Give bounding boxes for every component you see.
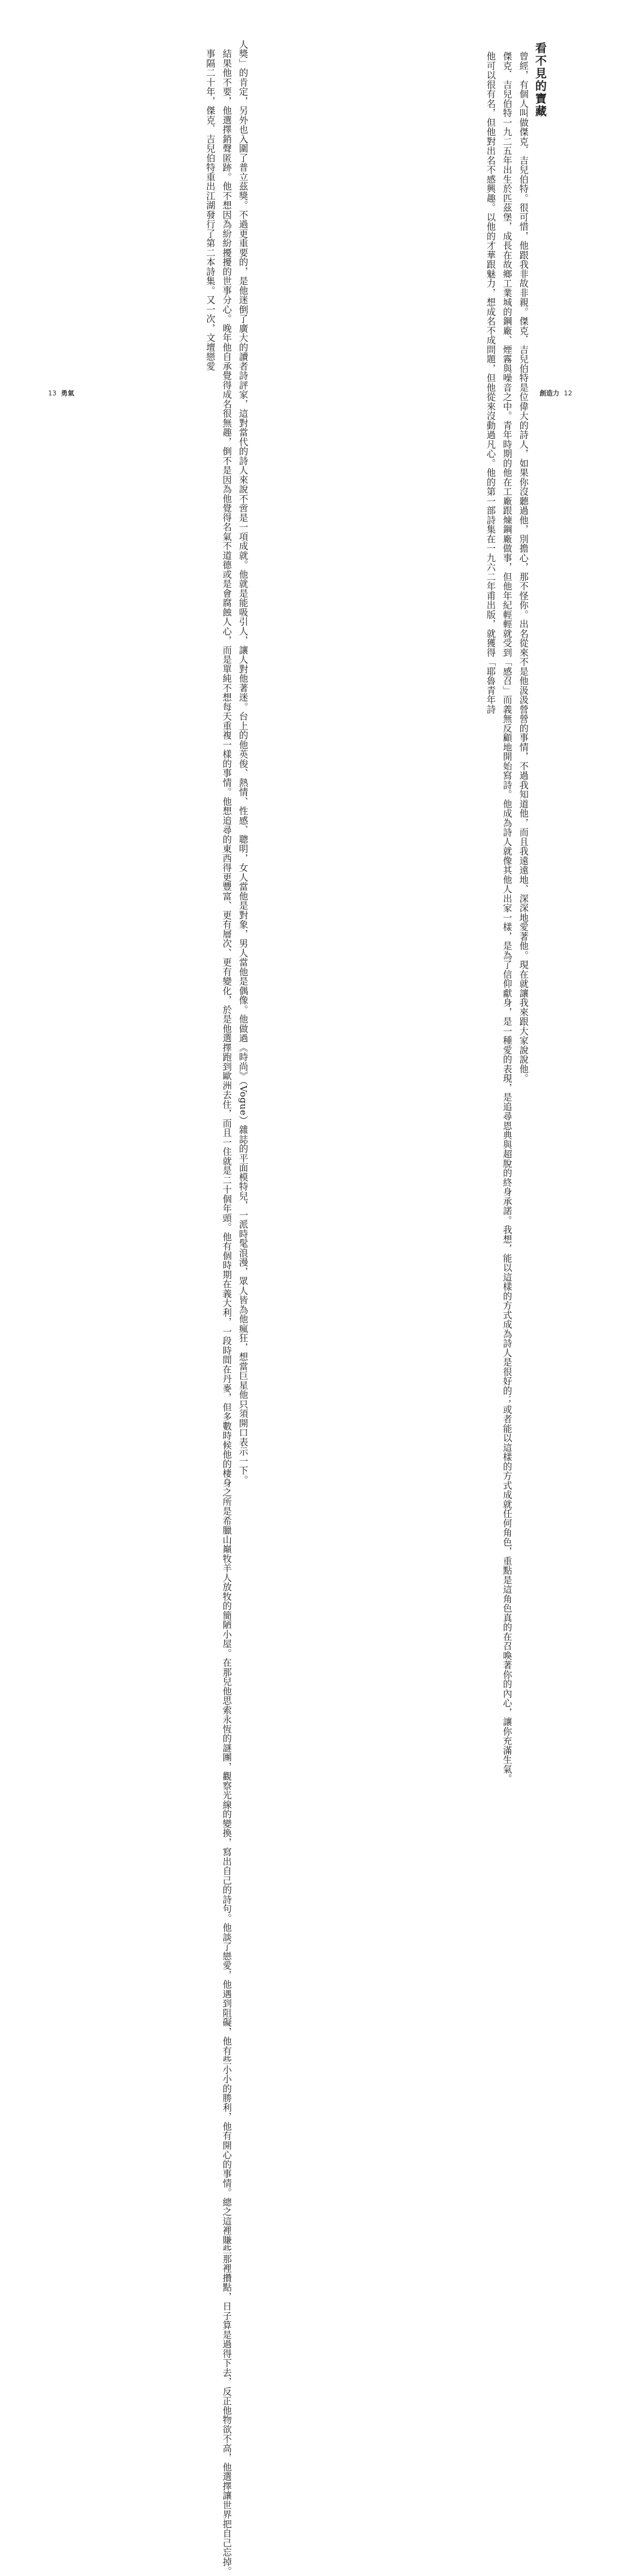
paragraph: 他可以很有名，但他對出名不感興趣。以他的才華跟魅力，想成名不成問題，但他從來沒動過凡心。他的第一部詩集在一九六二年甫出版，就獲得「耶魯青年詩: [485, 42, 497, 714]
paragraph: 曾經，有個人叫做傑克．吉兒伯特。很可惜，他跟我非故非親。傑克．吉兒伯特是位偉大的詩人，如果你沒聽過他，別擔心，那不怪你。出名從來不是他汲汲營營的事情，不過我知道他，而且我遠遠地、深深地愛著他。現在就讓我來跟大家說說他。: [518, 42, 529, 1083]
paragraph: 傑克．吉兒伯特一九二五年出生於匹茲堡，成長在故鄉工業城的鋼廠、煙霧與噪音之中。青年時期的他在工廠跟煉鋼廠做事，但他年紀輕輕就受到「感召」而義無反顧地開始寫詩。他成為詩人就像其他人出家一樣，是為了信仰獻身，是一種愛的表現，是追尋恩典與超脫的終身承諾。我想，能以這樣的方式成為詩人是很好的；或者能以這樣的方式成就任何角色，重點是這角色真的在召喚著你的內心，讓你充滿生氣。: [502, 42, 513, 1783]
section-name: 創造力: [539, 389, 559, 397]
paragraph: 事隔二十年，傑克．吉兒伯特重出江湖發行了第二本詩集。又一次，文壇戀愛: [205, 40, 216, 371]
chapter-title: 看不見的寶藏: [533, 42, 547, 118]
right-page-body: [350, 42, 548, 1783]
paragraph: 結果他不要，他選擇銷聲匿跡。他不想因為紛紛擾擾的世事分心。晚年他自承覺得成名很無趣，倒不是因為他覺得名氣不道德或是會腐蝕人心，而是單純不想每天重複一樣的事情。他想追尋的東西得更豐富、更有層次、更有變化，於是他選擇跑到歐洲去住，而且一住就是二十個年頭。他有個時期在義大利，一段時間在丹麥，但多數時候他的棲身之所是希臘山巔牧羊人放牧的簡陋小屋。在那兒他思索永恆的謎團，觀察光線的變換，寫出自己的詩句。他談了戀愛，他遇到阻礙，他有些小小的勝利，他有開心的事情。總之這裡賺些那裡攢點，日子算是過得下去，反正他物欲不高，他選擇讓世界把自己忘掉。: [221, 40, 232, 2576]
page-number: 13: [48, 389, 56, 397]
left-folio: [46, 388, 74, 398]
right-folio: [539, 388, 575, 398]
section-name: 勇氣: [61, 389, 74, 397]
page-number: 12: [564, 389, 573, 397]
paragraph: 人獎」的肯定，另外也入圍了普立茲獎。不過更重要的，是他迷倒了廣大的讀者詩評家，這對當代的詩人來說不啻是一項成就。他就是能吸引人，讓人對他著迷。台上的他英俊、熱情、性感、聰明，女人當他是對象，男人當他是偶像。他做過《時尚》（Vogue）雜誌的平面模特兒，一派時髦浪漫，眾人皆為他瘋狂，想當巨星他只須開口表示一下。: [238, 40, 249, 1485]
right-page: [310, 0, 620, 1783]
